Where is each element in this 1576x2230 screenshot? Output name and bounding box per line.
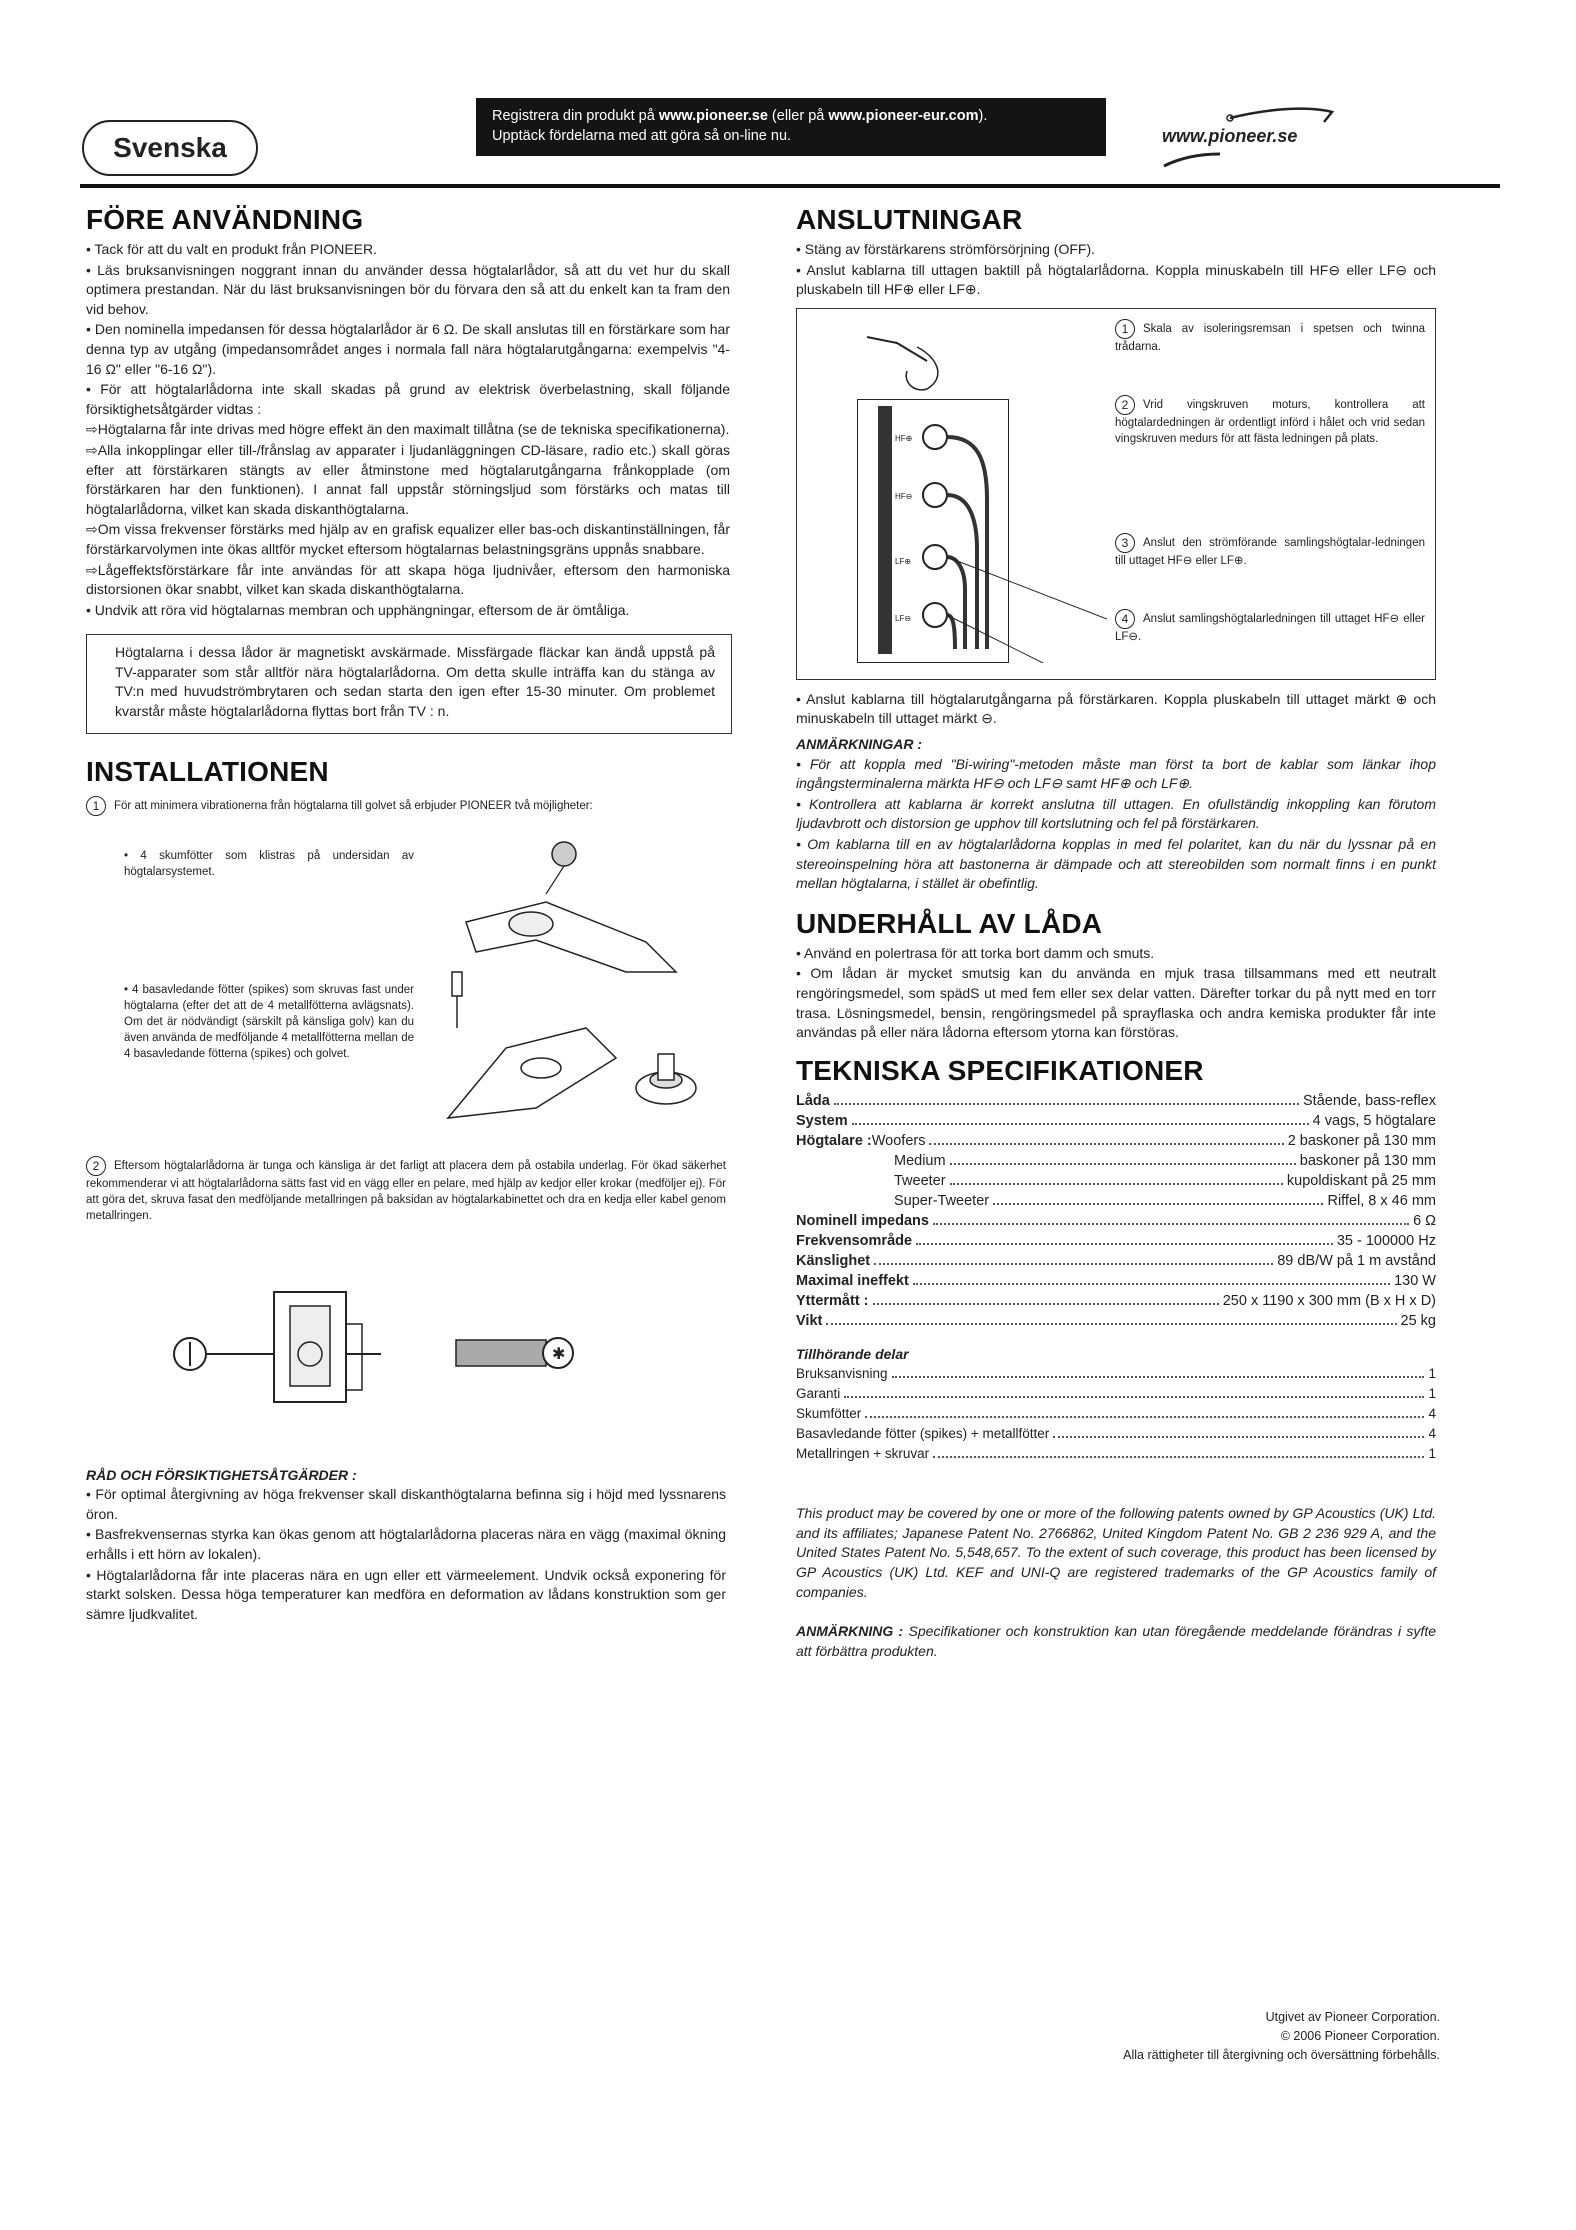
stripped-wire-illustration bbox=[857, 317, 977, 397]
spec-subkey: Tweeter bbox=[894, 1172, 946, 1189]
note: • Kontrollera att kablarna är korrekt anslutna till uttagen. En ofullständig inkoppling kan förutom ljudavbrott och distorsion ge upphov till kortslutning och fel på förstärkaren. bbox=[796, 795, 1436, 832]
wall-ring-illustration bbox=[166, 1272, 606, 1422]
section-title-maintenance: UNDERHÅLL AV LÅDA bbox=[796, 907, 1103, 939]
step-number: 3 bbox=[1115, 533, 1135, 553]
note: • Om kablarna till en av högtalarlådorna kopplas in med fel polaritet, kan du när du lyssnar på en stereoinspelning höra att bastonerna är dämpade och att stereobilden som normalt finns i en punkt mellan högtalarna, i stället är obefintlig. bbox=[796, 835, 1436, 892]
spec-row bbox=[796, 1151, 1436, 1171]
terminal-label: HF⊖ bbox=[895, 491, 913, 501]
spec-row bbox=[796, 1111, 1436, 1131]
advice-block bbox=[86, 1460, 726, 1626]
spec-value: 25 kg bbox=[1400, 1312, 1436, 1329]
registration-banner bbox=[476, 98, 1106, 156]
leader-dots bbox=[834, 1103, 1299, 1105]
leader-dots bbox=[874, 1263, 1273, 1265]
paragraph: • Anslut kablarna till högtalarutgångarna på förstärkaren. Koppla pluskabeln till uttaget märkt ⊕ och minuskabeln till uttaget märkt ⊖. bbox=[796, 690, 1436, 727]
svg-text:✱: ✱ bbox=[552, 1343, 566, 1363]
step-text: Eftersom högtalarlådorna är tunga och känsliga är det farligt att placera dem på ostabila underlag. För ökad säkerhet rekommenderar vi att högtalarlådorna sätts fast vid en vägg eller en pelare, med hjälp av kedjor eller krokar (medföljer ej). För att göra det, skruva fasat den medföljande metallringen på baksidan av högtalarkabinettet och dra en kedja eller kabel genom metallringen. bbox=[86, 1159, 726, 1222]
paragraph: • Använd en polertrasa för att torka bort damm och smuts. bbox=[796, 944, 1155, 961]
section-title-specs: TEKNISKA SPECIFIKATIONER bbox=[796, 1054, 1204, 1086]
terminal-label: LF⊕ bbox=[895, 556, 912, 566]
banner-text: Registrera din produkt på bbox=[492, 108, 659, 124]
spec-value: Stående, bass-reflex bbox=[1303, 1092, 1436, 1109]
terminal-label: LF⊖ bbox=[895, 613, 912, 623]
paragraph: • Stäng av förstärkarens strömförsörjning (OFF). bbox=[796, 241, 1095, 257]
right-column bbox=[796, 198, 1436, 1662]
spec-key: Högtalare : bbox=[796, 1132, 872, 1149]
accessory-row bbox=[796, 1384, 1436, 1404]
terminal-strip bbox=[878, 406, 892, 654]
spec-key: Känslighet bbox=[796, 1252, 871, 1269]
leader-dots bbox=[916, 1243, 1333, 1245]
paragraph: • Läs bruksanvisningen noggrant innan du använder dessa högtalarlådor, så att du vet hur du skall optimera prestandan. När du läst bruksanvisningen bör du förvara den så att du enkelt kan ta fram den vid behov. bbox=[86, 261, 730, 317]
spec-value: 6 Ω bbox=[1413, 1212, 1436, 1229]
spec-list bbox=[796, 1091, 1436, 1331]
spec-row bbox=[796, 1311, 1436, 1331]
notice-text: Specifikationer och konstruktion kan utan föregående meddelande förändras i syfte att förbättra produkten. bbox=[796, 1623, 1437, 1659]
spec-key: Vikt bbox=[796, 1312, 823, 1329]
fig-step-2 bbox=[1115, 395, 1425, 447]
step-text: Skala av isoleringsremsan i spetsen och twinna trådarna. bbox=[1115, 322, 1425, 353]
accessory-qty: 1 bbox=[1428, 1366, 1436, 1382]
accessory-row bbox=[796, 1364, 1436, 1384]
spec-value: 130 W bbox=[1394, 1272, 1436, 1289]
left-column bbox=[86, 198, 730, 1817]
spec-value: 4 vags, 5 högtalare bbox=[1312, 1112, 1436, 1129]
spec-row bbox=[796, 1271, 1436, 1291]
leader-dots bbox=[933, 1223, 1409, 1225]
accessory-name: Basavledande fötter (spikes) + metallfötter bbox=[796, 1426, 1050, 1442]
site-url[interactable]: www.pioneer.se bbox=[1162, 126, 1298, 146]
note: • För att koppla med "Bi-wiring"-metoden måste man först ta bort de kablar som länkar ihop ingångsterminalerna märkta HF⊖ och LF⊖ samt HF⊕ och LF⊕. bbox=[796, 755, 1436, 792]
paragraph: • För att högtalarlådorna inte skall skadas på grund av elektrisk överbelastning, skall följande försiktighetsåtgärder vidtas : bbox=[86, 381, 730, 417]
paragraph: • För optimal återgivning av höga frekvenser skall diskanthögtalarna befinna sig i höjd med lyssnarens öron. bbox=[86, 1486, 726, 1522]
spec-row bbox=[796, 1231, 1436, 1251]
step-number: 1 bbox=[1115, 319, 1135, 339]
leader-dots bbox=[929, 1143, 1283, 1145]
banner-text: (eller på bbox=[767, 108, 829, 124]
banner-link-se[interactable]: www.pioneer.se bbox=[658, 108, 768, 124]
terminal-label: HF⊕ bbox=[895, 433, 913, 443]
step-text: Anslut samlingshögtalarledningen till uttaget HF⊖ eller LF⊖. bbox=[1115, 612, 1425, 643]
accessory-name: Skumfötter bbox=[796, 1406, 862, 1422]
paragraph: • Undvik att röra vid högtalarnas membran och upphängningar, eftersom de är ömtåliga. bbox=[86, 601, 630, 618]
foam-feet-illustration bbox=[446, 832, 686, 982]
accessory-name: Bruksanvisning bbox=[796, 1366, 888, 1382]
leader-dots bbox=[865, 1416, 1424, 1418]
sub-item: ⇨Lågeffektsförstärkare får inte användas för att skapa höga ljudnivåer, eftersom den harmoniska distorsionen ökar snabbt, vilket kan skada diskanthögtalarna. bbox=[86, 561, 730, 598]
step-number: 2 bbox=[1115, 395, 1135, 415]
leader-dots bbox=[826, 1323, 1396, 1325]
spec-row bbox=[796, 1131, 1436, 1151]
inst-option-foam: • 4 skumfötter som klistras på undersidan av högtalarsystemet. bbox=[124, 849, 414, 878]
leader-dots bbox=[993, 1203, 1323, 1205]
spec-value: 250 x 1190 x 300 mm (B x H x D) bbox=[1222, 1292, 1436, 1309]
accessory-qty: 4 bbox=[1428, 1426, 1436, 1442]
accessory-qty: 1 bbox=[1428, 1386, 1436, 1402]
rights-line: Alla rättigheter till återgivning och översättning förbehålls. bbox=[1123, 2048, 1440, 2062]
step-text: Vrid vingskruven moturs, kontrollera att högtalardedningen är ordentligt införd i hålet och vrid sedan vingskruven medurs för att fästa ledningen på plats. bbox=[1115, 398, 1425, 445]
note-text: Högtalarna i dessa lådor är magnetiskt avskärmade. Missfärgade fläckar kan ändå uppstå på TV-apparater som står alltför nära högtalarlådorna. Om detta skulle inträffa kan du stänga av TV:n med huvudströmbrytaren och sedan starta den igen efter 15-30 minuter. Om problemet kvarstår måste högtalarlådorna flyttas bort från TV : n. bbox=[115, 644, 715, 720]
advice-title: RÅD OCH FÖRSIKTIGHETSÅTGÄRDER : bbox=[86, 1466, 357, 1483]
spec-key: Frekvensområde bbox=[796, 1232, 913, 1249]
inst-step-1 bbox=[86, 796, 726, 816]
header-rule bbox=[80, 184, 1500, 188]
magnetic-shield-note bbox=[86, 634, 732, 733]
accessories-title: Tillhörande delar bbox=[796, 1345, 909, 1362]
step-number: 4 bbox=[1115, 609, 1135, 629]
spikes-illustration bbox=[446, 968, 726, 1138]
spec-value: 2 baskoner på 130 mm bbox=[1287, 1132, 1436, 1149]
accessories-list bbox=[796, 1364, 1436, 1464]
paragraph: • Basfrekvensernas styrka kan ökas genom att högtalarlådorna placeras nära en vägg (maximal ökning erhålls i ett hörn av lokalen). bbox=[86, 1526, 726, 1563]
spec-key: Låda bbox=[796, 1092, 830, 1109]
spec-row bbox=[796, 1091, 1436, 1111]
leader-dots bbox=[913, 1283, 1390, 1285]
paragraph: • Den nominella impedansen för dessa högtalarlådor är 6 Ω. De skall anslutas till en förstärkare som har denna typ av utgång (impedansområdet anges i normala fall nära högtalarutgångarna: exempelvis "4-16 Ω" eller "6-16 Ω"). bbox=[86, 321, 730, 377]
installation-block bbox=[86, 792, 730, 1817]
accessory-name: Metallringen + skruvar bbox=[796, 1446, 930, 1462]
publisher-block bbox=[1000, 2008, 1440, 2065]
banner-text: ). bbox=[978, 108, 988, 124]
terminals-wiring-illustration bbox=[917, 399, 1107, 663]
accessory-qty: 4 bbox=[1428, 1406, 1436, 1422]
paragraph: • Tack för att du valt en produkt från PIONEER. bbox=[86, 241, 377, 257]
paragraph: • Högtalarlådorna får inte placeras nära en ugn eller ett värmeelement. Undvik också exponering för starkt solsken. Dessa höga temperaturer kan medföra en deformation av lådans konstruktion som ger sämre ljudkvalitet. bbox=[86, 1566, 726, 1622]
spec-value: Riffel, 8 x 46 mm bbox=[1327, 1192, 1436, 1209]
accessory-row bbox=[796, 1444, 1436, 1464]
leader-dots bbox=[1053, 1436, 1424, 1438]
spec-value: 35 - 100000 Hz bbox=[1336, 1232, 1436, 1249]
copyright-line: © 2006 Pioneer Corporation. bbox=[1280, 2029, 1440, 2043]
spec-value: kupoldiskant på 25 mm bbox=[1286, 1172, 1436, 1189]
spec-row bbox=[796, 1211, 1436, 1231]
spec-subkey: Woofers bbox=[871, 1132, 926, 1149]
spec-key: Yttermått : bbox=[796, 1292, 869, 1309]
section-title-fore: FÖRE ANVÄNDNING bbox=[86, 204, 364, 235]
leader-dots bbox=[873, 1303, 1219, 1305]
spec-row bbox=[796, 1251, 1436, 1271]
inst-step-2 bbox=[86, 1156, 726, 1224]
banner-link-eur[interactable]: www.pioneer-eur.com bbox=[828, 108, 979, 124]
step-text: Anslut den strömförande samlingshögtalar-ledningen till uttaget HF⊖ eller LF⊕. bbox=[1115, 536, 1425, 567]
language-label: Svenska bbox=[82, 120, 258, 176]
notes-title: ANMÄRKNINGAR : bbox=[796, 735, 922, 752]
paragraph: • Anslut kablarna till uttagen baktill på högtalarlådorna. Koppla minuskabeln till HF⊖ eller LF⊖ och pluskabeln till HF⊕ eller LF⊕. bbox=[796, 261, 1436, 298]
leader-dots bbox=[933, 1456, 1424, 1458]
connection-figure bbox=[796, 308, 1436, 680]
fig-step-1 bbox=[1115, 319, 1425, 355]
sub-item: ⇨Om vissa frekvenser förstärks med hjälp av en grafisk equalizer eller bas-och diskantinställningen, får förstärkarvolymen inte ökas alltför mycket eftersom högtalarnas belastningsgräns uppnås snabbare. bbox=[86, 521, 730, 557]
spec-subkey: Medium bbox=[894, 1152, 946, 1169]
section-title-connections: ANSLUTNINGAR bbox=[796, 204, 1023, 235]
patent-notice: This product may be covered by one or more of the following patents owned by GP Acoustics (UK) Ltd. and its affiliates; Japanese Patent No. 2766862, United Kingdom Patent No. GB 2 236 929 A, and the United States Patent No. 5,548,657. To the extent of such coverage, this product has been licensed by GP Acoustics (UK) Ltd. KEF and UNI-Q are registered trademarks of the GP Acoustics family of companies. bbox=[796, 1505, 1436, 1600]
section-title-installation: INSTALLATIONEN bbox=[86, 755, 329, 787]
step-number: 2 bbox=[86, 1156, 106, 1176]
spec-key: Maximal ineffekt bbox=[796, 1272, 909, 1289]
specs-change-notice bbox=[796, 1622, 1436, 1661]
publisher-line: Utgivet av Pioneer Corporation. bbox=[1265, 2010, 1440, 2024]
accessory-name: Garanti bbox=[796, 1386, 841, 1402]
step-number: 1 bbox=[86, 796, 106, 816]
spec-value: baskoner på 130 mm bbox=[1299, 1152, 1436, 1169]
notice-label: ANMÄRKNING : bbox=[796, 1623, 904, 1640]
accessory-row bbox=[796, 1424, 1436, 1444]
leader-dots bbox=[892, 1376, 1425, 1378]
spec-subkey: Super-Tweeter bbox=[894, 1192, 990, 1209]
inst-option-spikes: • 4 basavledande fötter (spikes) som skruvas fast under högtalarna (efter det att de 4 metallfötterna avlägsnats). Om det är nödvändigt (särskilt på känsliga golv) kan du även använda de medföljande 4 metallfötterna mellan de 4 basavledande fötterna (spikes) och golvet. bbox=[124, 983, 414, 1060]
accessory-qty: 1 bbox=[1428, 1446, 1436, 1462]
leader-dots bbox=[852, 1123, 1309, 1125]
spec-key: Nominell impedans bbox=[796, 1212, 929, 1229]
spec-row bbox=[796, 1191, 1436, 1211]
spec-row bbox=[796, 1171, 1436, 1191]
spec-row bbox=[796, 1291, 1436, 1311]
fig-step-4 bbox=[1115, 609, 1425, 645]
accessory-row bbox=[796, 1404, 1436, 1424]
leader-dots bbox=[950, 1163, 1296, 1165]
leader-dots bbox=[950, 1183, 1283, 1185]
sub-item: ⇨Alla inkopplingar eller till-/frånslag av apparater i ljudanläggningen CD-läsare, radio etc.) skall göras efter att förstärkaren stängts av eller åtminstone med högtalarutgångarna frånkopplade (om förstärkaren har den funktionen). I annat fall uppstår störningsljud som förstärks och matas till högtalarlådorna, vilket kan skada diskanthögtalarna. bbox=[86, 441, 730, 517]
banner-line2: Upptäck fördelarna med att göra så on-line nu. bbox=[492, 128, 792, 144]
spec-value: 89 dB/W på 1 m avstånd bbox=[1277, 1252, 1436, 1269]
leader-dots bbox=[844, 1396, 1424, 1398]
fig-step-3 bbox=[1115, 533, 1425, 569]
spec-key: System bbox=[796, 1112, 848, 1129]
step-text: För att minimera vibrationerna från högtalarna till golvet så erbjuder PIONEER två möjligheter: bbox=[114, 799, 593, 812]
paragraph: • Om lådan är mycket smutsig kan du använda en mjuk trasa tillsammans med ett neutralt rengöringsmedel, som spädS ut med fem eller sex delar vatten. Därefter torkar du på nytt med en torr trasa. Lösningsmedel, bensin, rengöringsmedel på sprayflaska och andra kemiska produkter får inte användas på eller nära lådorna eftersom ytorna kan förstöras. bbox=[796, 965, 1436, 1041]
sub-item: ⇨Högtalarna får inte drivas med högre effekt än den maximalt tillåtna (se de tekniska specifikationerna). bbox=[86, 421, 730, 438]
